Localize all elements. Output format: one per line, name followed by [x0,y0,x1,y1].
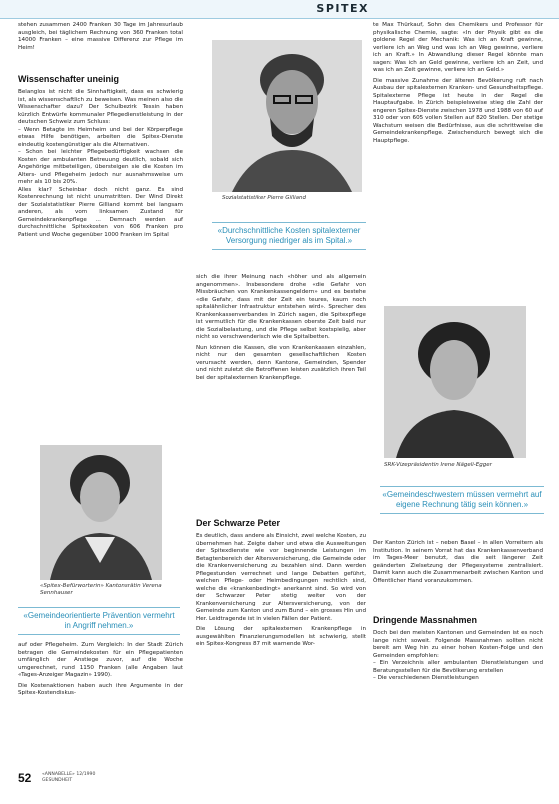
column-1-top [18,22,183,52]
paragraph: Nun können die Kassen, die von Krankenkassen einzahlen, nicht nur den gesamten gesellschaftlichen Kosten verursacht werden, denn Kantone, Gemeinden, Spender und nicht zuletzt die Betroffenen leisten zusätzlich ihren Teil bei der spitalexternen Krankenpflege. [196,344,366,381]
photo-caption: SRK-Vizepräsidentin Irene Nägeli-Egger [384,462,492,468]
portrait-photo-naegeli [384,306,526,458]
section-header-bar [0,0,559,19]
column-1-bottom [18,642,183,698]
bullet-item: – Ein Verzeichnis aller ambulanten Dienstleistungen und Beratungsstellen für die Bevölkerung erstellen [373,660,543,674]
portrait-photo-gilliand [212,40,362,192]
column-2-upper [196,274,366,382]
portrait-photo-sennhauser [40,445,162,580]
paragraph: Die Lösung der spitalexternen Krankenpflege in ausgewählten Finanzierungsmodellen ist schwierig, stellt ein Spitex-Kongress 87 mit warnende Wor- [196,626,366,647]
bullet-item: – Die verschiedenen Dienstleistungen [373,675,479,681]
column-1-section [18,74,183,239]
paragraph: auf oder Pflegeheim. Zum Vergleich: In der Stadt Zürich betragen die Gemeindekosten für ein Pflegepatienten umfänglich der Anstiege zuvor, auf die Woche umgerechnet, rund 1150 Franken (alle Angaben laut «Tages-Anzeiger Magazin» 1990). [18,642,183,678]
bullet-item: – Schon bei leichter Pflegebedürftigkeit wachsen die Kosten der ambulanten Betreuung deutlich, sobald sich Angehörige mitbeteiligen, übersteigen sie die Kosten im Alters- und Pflegeheim jedoch nur ausnahmsweise um mehr als 10 bis 20%. [18,149,183,185]
pull-quote: «Durchschnittliche Kosten spitalexterner Versorgung niedriger als im Spital.» [212,222,366,250]
pull-quote: «Gemeindeschwestern müssen vermehrt auf eigene Rechnung tätig sein können.» [380,486,544,514]
section-title: SPITEX [316,2,369,15]
publication-info [42,772,95,783]
paragraph: te Max Thürkauf, Sohn des Chemikers und Professor für physikalische Chemie, sagte: «In der Physik gibt es die goldene Regel der Mechanik: Was ich an Kraft gewinne, verliere ich an Weg und was ich an Weg gewinne, verliere ich an Kraft.» In Abwandlung dieser Regel könnte man sagen: Was ich an Geld gewinne, verliere ich an Zeit, und was ich an Zeit gewinne, verliere ich an Geld.» [373,22,543,73]
paragraph: Die massive Zunahme der älteren Bevölkerung ruft nach Ausbau der spitalexternen Kranken- und Gesundheitspflege. Spitalexterne Pflege ist heute in der Regel die Hauptaufgabe. In Zürich beispielsweise stieg die Zahl der engeren Spitex-Dienste zwischen 1978 und 1988 von 60 auf 310 oder von 605 vollen Stellen auf 820 Stellen. Der stetige Wachstum weisen die Bedürfnisse, aus die schrittweise die Gemeindekrankenpflege. Zwischendurch bewegt sich die Hauptpflege. [373,77,543,144]
paragraph: Die Kostenaktionen haben auch ihre Argumente in der Spitex-Kostendiskus- [18,682,183,696]
publication-line: «ANNABELLE» 12/1990 [42,772,96,777]
column-2-lower [196,518,366,649]
column-3-top [373,22,543,145]
heading-dringende-massnahmen: Dringende Massnahmen [373,615,478,625]
page-number: 52 [18,771,32,785]
paragraph: Belanglos ist nicht die Sinnhaftigkeit, dass es schwierig ist, als wissenschaftlich zu beweisen. Was meinen also die Wissenschafter dazu? Der Schulbezirk Tessin haben kürzlich Entwürfe kommunaler Pflegedienstleistung in der deutschen Schweiz zum Schluss: [18,89,183,125]
heading-wissenschafter: Wissenschafter uneinig [18,74,119,84]
publication-line: GESUNDHEIT [42,777,73,783]
photo-caption: «Spitex-Befürworterin» Kantonsrätin Verena Sennhauser [40,583,162,596]
photo-caption: Sozialstatistiker Pierre Gilliand [222,195,306,201]
bullet-item: – Wenn Betagte im Heimheim und bei der Körperpflege etwas Hilfe benötigen, arbeiten die Spitex-Dienste eindeutig kostengünstiger als die Alternativen. [18,126,183,148]
paragraph: Doch bei den meisten Kantonen und Gemeinden ist es noch lange nicht soweit. Folgende Massnahmen sollten nicht bereit am Weg hin zu einer hohen Kosten-Folge und den Gemeinden empfohlen: [373,630,543,659]
paragraph: Alles klar? Scheinbar doch nicht ganz. Es sind Kostenrechnung ist nicht unumstritten. Der Wind Direkt der Sozialstatistiker Pierre Gilliand kommt bei langsam anderen, als vom linksamen Zustand für Gemeindekrankenpflege … Demnach werden auf durchschnittliche Spitexkosten von 606 Franken pro Patient und Woche gegenüber 1000 Franken im Spital [18,186,183,238]
paragraph: Der Kanton Zürich ist – neben Basel – in allen Vorreitern als Institution. In seinem Vorrat hat das Krankenkassenverband im Tages-Meer benutzt, das die seit längerer Zeit geänderten Zielsetzung der Pflegesysteme zentralisiert. Damit kann auch die Zusammenarbeit zwischen Kanton und Öffentlicher Hand voranzukommen. [373,540,543,584]
paragraph: Es deutlich, dass andere als Einsicht, zwei welche Kosten, zu übernehmen hat. Zeigte daher und etwa die Ausweitungen der Spitexdienste wie vor beginnende Leistungen im Betagtenbereich der Altersversicherung, die Gemeinde oder die Krankenversicherung zu bezahlen sind. Dann werden Pflegestunden verrechnet und lange Debatten geführt, welchen Pflege- oder Heimbedingungen rechtlich sind, welche die «krankenbedingt» anerkannt sind. So wird von der Schwarzer Peter stetig weiter von der Krankenversicherung zur Altersversicherung, von der Gemeinde zum Kanton und zum Bund – ein grosses Hin und Her. Leidtragende ist in vielen Fällen der Patient. [196,533,366,622]
column-3-bottom [373,615,543,683]
portrait-image [384,306,526,458]
pull-quote: «Gemeindeorientierte Prävention vermehrt in Angriff nehmen.» [18,607,180,635]
column-3-middle [373,540,543,585]
portrait-image [212,40,362,192]
paragraph: sich die ihrer Meinung nach «höher und als allgemein angenommen». Insbesondere drohe «die Gefahr von Missbräuchen von Krankenkassengeldern» und es bestehe «die Gefahr, dass mit der Zeit ein teures, kaum noch spitalähnlicher Infrastruktur entstehen wird». Sprecher des Krankenkassenverbandes in Zürich sagen, die Spitexpflege ist vermutlich für die Krankenkassen oberste Zeit bald nur die Sozialbelastung, und die Pflege selbst kostspielig, aber nicht so verschwenderisch wie die Spitalbetten. [196,274,366,340]
portrait-image [40,445,162,580]
heading-schwarze-peter: Der Schwarze Peter [196,518,281,528]
intro-paragraph: stehen zusammen 2400 Franken 30 Tage im Jahresurlaub ausgleich, bei täglichem Rechnung von 360 Franken total 14000 Franken – eine massive Differenz zur Pflege im Heim! [18,22,183,51]
